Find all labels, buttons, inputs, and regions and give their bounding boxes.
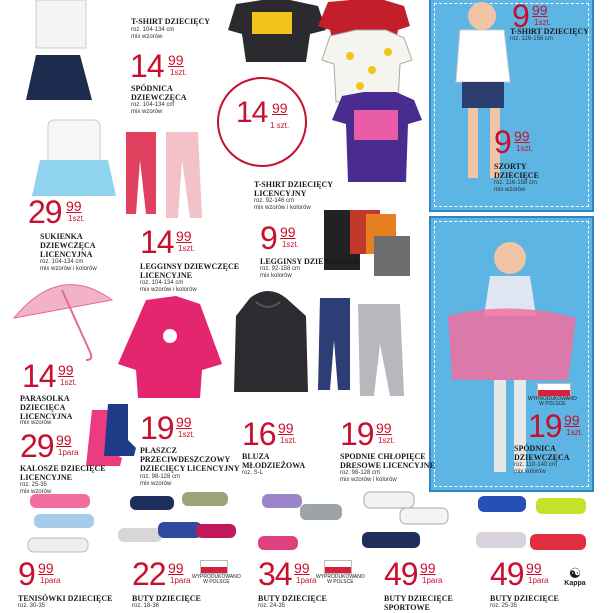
- tennis-sub: roz. 30-35: [18, 603, 46, 609]
- tutu-title: SPÓDNICA DZIEWCZĘCA: [514, 444, 570, 462]
- leggings-licensed-sub: roz. 104-134 cm mix wzorów i kolorów: [140, 280, 197, 293]
- hoodie-sub: roz. S-L: [242, 470, 264, 476]
- poland-flag-b: [324, 560, 352, 574]
- tshirt-top-title: T-SHIRT DZIECIĘCY: [131, 17, 211, 26]
- shoes-a-sub: roz. 18-36: [132, 603, 160, 609]
- tshirt-licensed-title: T-SHIRT DZIECIĘCY LICENCYJNY: [254, 180, 334, 198]
- hoodie-title: BLUZA MŁODZIEŻOWA: [242, 452, 306, 470]
- skirt-price: 14 99 1szt.: [130, 48, 187, 84]
- shoes-b-price: 34 99 1para: [258, 556, 317, 592]
- dress-sub: roz. 104-134 cm mix wzorów i kolorów: [40, 259, 97, 272]
- dress-image: [32, 120, 116, 196]
- tshirt-dark-image: [228, 0, 326, 62]
- leggings-licensed-price: 14 99 1szt.: [140, 224, 195, 260]
- shoes-kappa-image: [476, 496, 586, 550]
- rainboots-title: KALOSZE DZIECIĘCE LICENCYJNE: [20, 464, 106, 482]
- shorts-sub: roz. 116-158 cm mix wzorów: [494, 180, 537, 193]
- shoes-a-badge: WYPRODUKOWANO W POLSCE: [192, 574, 241, 585]
- raincoat-price: 19 99 1szt.: [140, 410, 195, 446]
- rainboots-sub: roz. 25-35 mix wzorów: [20, 482, 52, 495]
- tennis-price: 9 99 1para: [18, 556, 61, 592]
- leggings-licensed-title: LEGGINSY DZIEWCZĘCE LICENCYJNE: [140, 262, 240, 280]
- shoes-b-badge: WYPRODUKOWANO W POLSCE: [316, 574, 365, 585]
- shoes-sport-image: [362, 492, 448, 548]
- tshirt-boy-sub: roz. 116-158 cm: [510, 36, 553, 42]
- sweatpants-sub: roz. 98-128 cm mix wzorów i kolorów: [340, 470, 397, 483]
- shoes-a-image: [118, 492, 236, 542]
- leggings-price: 9 99 1szt.: [260, 220, 299, 256]
- hoodie-image: [234, 291, 308, 392]
- shoes-kappa-title: BUTY DZIECIĘCE: [490, 594, 559, 603]
- shoes-b-title: BUTY DZIECIĘCE: [258, 594, 327, 603]
- leggings-licensed-image: [126, 132, 202, 218]
- tshirt-licensed-sub: roz. 92-146 cm mix wzorów i kolorów: [254, 198, 311, 211]
- skirt-sub: roz. 104-134 cm mix wzorów: [131, 102, 175, 115]
- umbrella-title: PARASOLKA DZIECIĘCA LICENCYJNA: [20, 394, 73, 421]
- kappa-logo: ☯ Kappa: [564, 565, 586, 587]
- umbrella-price: 14 99 1szt.: [22, 358, 77, 394]
- skirt-title: SPÓDNICA DZIEWCZĘCA: [131, 84, 187, 102]
- poland-flag: [537, 383, 571, 397]
- navy-skirt-image: [26, 55, 92, 100]
- tshirt-boy-price: 9 99 1szt.: [512, 0, 551, 34]
- shorts-price: 9 99 1szt.: [494, 124, 533, 160]
- hoodie-price: 16 99 1szt.: [242, 416, 297, 452]
- raincoat-sub: roz. 98-128 cm mix wzorów: [140, 474, 181, 487]
- shoes-sport-title: BUTY DZIECIĘCE SPORTOWE: [384, 594, 453, 612]
- sweatpants-price: 19 99 1szt.: [340, 416, 395, 452]
- tutu-sub: roz. 110-140 cm mix kolorów: [514, 462, 557, 475]
- shoes-tennis-image: [28, 494, 94, 552]
- tshirt-boy-title: T-SHIRT DZIECIĘCY: [510, 27, 590, 36]
- poland-flag-a: [200, 560, 228, 574]
- shoes-kappa-sub: roz. 25-35: [490, 603, 518, 609]
- tshirt-top-sub: roz. 104-134 cm mix wzorów: [131, 27, 175, 40]
- raincoat-image: [118, 296, 222, 398]
- white-top-image: [36, 0, 86, 48]
- shorts-title: SZORTY DZIECIĘCE: [494, 162, 539, 180]
- leggings-title: LEGGINSY DZIEWCZĘCE: [260, 257, 360, 266]
- shoes-sport-price: 49 99 1para: [384, 556, 443, 592]
- shoes-b-image: [258, 494, 342, 550]
- dress-title: SUKIENKA DZIEWCZĘCA LICENCYJNA: [40, 232, 96, 259]
- umbrella-image: [14, 285, 112, 360]
- shoes-kappa-price: 49 99 1para: [490, 556, 549, 592]
- sweatpants-image: [318, 298, 404, 396]
- shoes-a-price: 22 99 1para: [132, 556, 191, 592]
- umbrella-sub: mix wzorów: [20, 420, 52, 426]
- shoes-a-title: BUTY DZIECIĘCE: [132, 594, 201, 603]
- leggings-sub: roz. 92-158 cm mix kolorów: [260, 266, 301, 279]
- raincoat-title: PŁASZCZ PRZECIWDESZCZOWY DZIECIĘCY LICENCYJNY: [140, 446, 240, 473]
- leggings-colors-image: [324, 210, 410, 276]
- tutu-price: 19 99 1szt.: [528, 408, 583, 444]
- tennis-title: TENISÓWKI DZIECIĘCE: [18, 594, 113, 603]
- shoes-b-sub: roz. 24-35: [258, 603, 286, 609]
- dress-price: 29 99 1szt.: [28, 194, 85, 230]
- sweatpants-title: SPODNIE CHŁOPIĘCE DRESOWE LICENCYJNE: [340, 452, 435, 470]
- tutu-badge: WYPRODUKOWANO W POLSCE: [528, 396, 577, 407]
- tshirt-licensed-price: 14 99 1 szt.: [236, 96, 290, 130]
- tshirt-batman-image: [322, 30, 412, 102]
- rainboots-price: 29 99 1para: [20, 428, 79, 464]
- rainboots-image: [86, 404, 136, 466]
- tshirt-purple-image: [332, 92, 422, 182]
